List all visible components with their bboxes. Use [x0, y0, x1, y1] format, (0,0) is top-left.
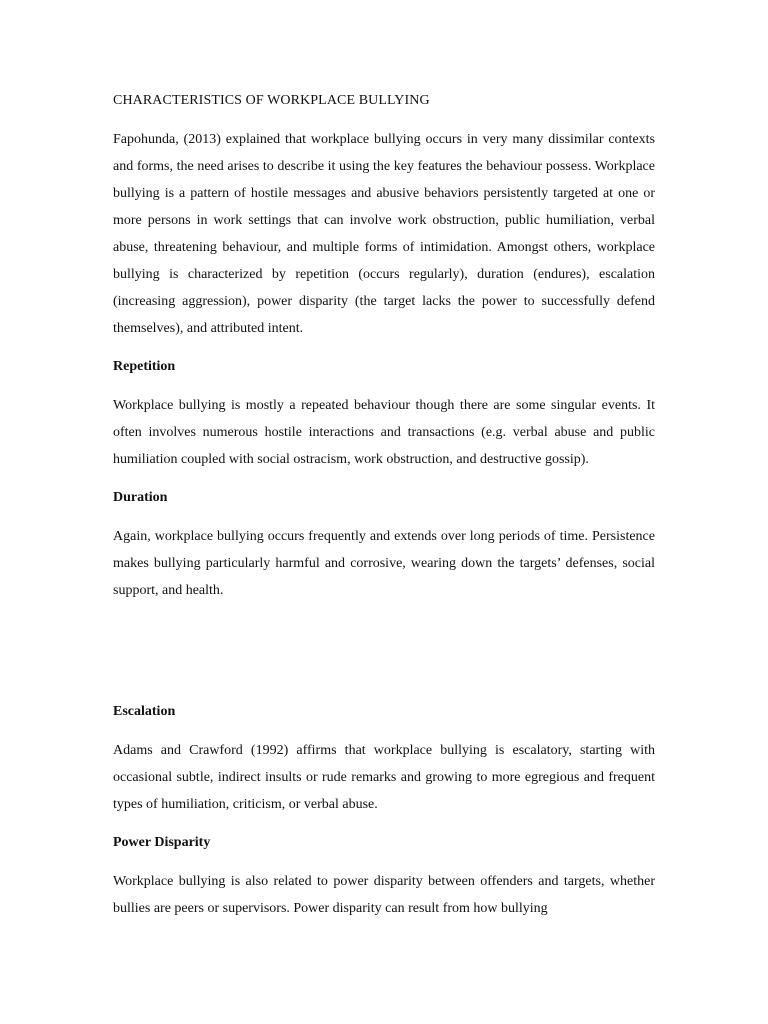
section-heading-repetition: Repetition [113, 359, 176, 374]
section-body-power-disparity: Workplace bullying is also related to power disparity between offenders and targets, whether bullies are peers or supervisors. Power disparity can result from how bullying [113, 874, 655, 916]
section-heading-power-disparity: Power Disparity [113, 835, 211, 850]
section-body-escalation: Adams and Crawford (1992) affirms that workplace bullying is escalatory, starting with occasional subtle, indirect insults or rude remarks and growing to more egregious and frequent types of humiliation, criticism, or verbal abuse. [113, 743, 655, 812]
section-spacer [113, 604, 655, 687]
section-heading-duration: Duration [113, 490, 168, 505]
section-heading-escalation: Escalation [113, 704, 176, 719]
section-body-duration: Again, workplace bullying occurs frequently and extends over long periods of time. Persistence makes bullying particularly harmful and corrosive, wearing down the targets’ defenses, social support, and health. [113, 529, 655, 598]
intro-paragraph: Fapohunda, (2013) explained that workplace bullying occurs in very many dissimilar contexts and forms, the need arises to describe it using the key features the behaviour possess. Workplace bullying is a pattern of hostile messages and abusive behaviors persistently targeted at one or more persons in work settings that can involve work obstruction, public humiliation, verbal abuse, threatening behaviour, and multiple forms of intimidation. Amongst others, workplace bullying is characterized by repetition (occurs regularly), duration (endures), escalation (increasing aggression), power disparity (the target lacks the power to successfully defend themselves), and attributed intent. [113, 132, 655, 336]
section-body-repetition: Workplace bullying is mostly a repeated behaviour though there are some singular events. It often involves numerous hostile interactions and transactions (e.g. verbal abuse and public humiliation coupled with social ostracism, work obstruction, and destructive gossip). [113, 398, 655, 467]
document-page [113, 91, 655, 922]
document-title: CHARACTERISTICS OF WORKPLACE BULLYING [113, 93, 430, 108]
